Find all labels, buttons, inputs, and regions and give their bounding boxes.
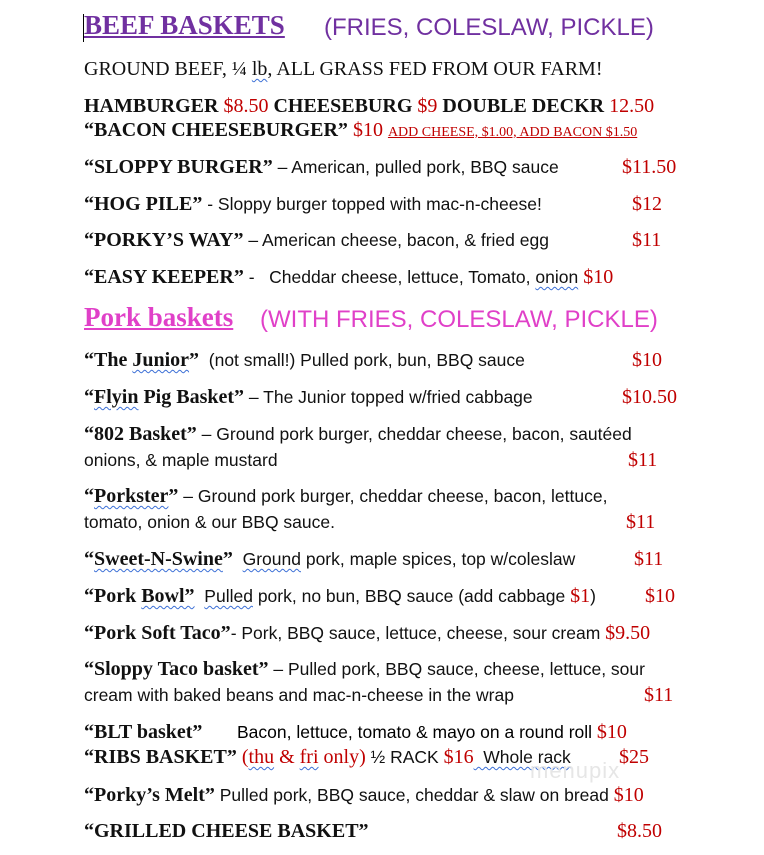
beef-intro: GROUND BEEF, ¼ lb, ALL GRASS FED FROM OUR FARM!: [84, 58, 603, 80]
sloppy-taco-line: “Sloppy Taco basket” – Pulled pork, BBQ sauce, cheese, lettuce, sour: [84, 658, 645, 680]
grilled-cheese-price: $8.50: [617, 820, 662, 842]
sloppy-taco-desc-2: cream with baked beans and mac-n-cheese in the wrap: [84, 685, 514, 705]
ribs-whole-price: $25: [619, 746, 649, 768]
hog-pile-price: $12: [632, 193, 662, 215]
porkster-line: “Porkster” – Ground pork burger, cheddar cheese, bacon, lettuce,: [84, 485, 608, 507]
the-junior-price: $10: [632, 349, 662, 371]
802-basket-line: “802 Basket” – Ground pork burger, cheddar cheese, bacon, sautéed: [84, 423, 632, 445]
pork-bowl-line: “Pork Bowl” Pulled pork, no bun, BBQ sauce (add cabbage $1): [84, 585, 596, 607]
grilled-cheese-line: “GRILLED CHEESE BASKET”: [84, 820, 369, 842]
bacon-cheeseburger-line: “BACON CHEESEBURGER” $10 ADD CHEESE, $1.00, ADD BACON $1.50: [84, 119, 638, 141]
easy-keeper-line: “EASY KEEPER” - Cheddar cheese, lettuce, Tomato, onion $10: [84, 266, 614, 288]
blt-basket-line: “BLT basket”: [84, 721, 203, 743]
sloppy-burger-line: “SLOPPY BURGER” – American, pulled pork, BBQ sauce: [84, 156, 559, 178]
pork-subtitle: (WITH FRIES, COLESLAW, PICKLE): [260, 306, 658, 333]
sweet-n-swine-price: $11: [634, 548, 664, 570]
porkster-price: $11: [626, 511, 656, 533]
pork-soft-taco-line: “Pork Soft Taco”- Pork, BBQ sauce, lettuce, cheese, sour cream $9.50: [84, 622, 651, 644]
beef-subtitle: (FRIES, COLESLAW, PICKLE): [324, 14, 654, 41]
porkys-way-line: “PORKY’S WAY” – American cheese, bacon, & fried egg: [84, 229, 549, 251]
porkys-melt-line: “Porky’s Melt” Pulled pork, BBQ sauce, cheddar & slaw on bread $10: [84, 784, 644, 806]
the-junior-line: “The Junior” (not small!) Pulled pork, bun, BBQ sauce: [84, 349, 525, 371]
beef-title: BEEF BASKETS: [84, 10, 285, 40]
blt-basket-desc: Bacon, lettuce, tomato & mayo on a round roll $10: [237, 721, 627, 743]
hog-pile-line: “HOG PILE” - Sloppy burger topped with mac-n-cheese!: [84, 193, 542, 215]
ribs-basket-line: “RIBS BASKET” (thu & fri only) ½ RACK $16 Whole rack: [84, 746, 571, 768]
sweet-n-swine-line: “Sweet-N-Swine” Ground pork, maple spices, top w/coleslaw: [84, 548, 576, 570]
watermark: menupix: [530, 758, 621, 783]
pork-bowl-price: $10: [645, 585, 675, 607]
sloppy-burger-price: $11.50: [622, 156, 677, 178]
flyin-pig-line: “Flyin Pig Basket” – The Junior topped w/fried cabbage: [84, 386, 533, 408]
porkys-way-price: $11: [632, 229, 662, 251]
porkster-desc-2: tomato, onion & our BBQ sauce.: [84, 512, 335, 532]
pork-title: Pork baskets: [84, 302, 234, 332]
beef-heading: [84, 10, 285, 41]
sloppy-taco-price: $11: [644, 684, 674, 706]
flyin-pig-price: $10.50: [622, 386, 677, 408]
burger-prices-line: HAMBURGER $8.50 CHEESEBURG $9 DOUBLE DECKR 12.50: [84, 95, 655, 117]
802-basket-price: $11: [628, 449, 658, 471]
802-basket-desc-2: onions, & maple mustard: [84, 450, 278, 470]
pork-heading: [84, 302, 233, 333]
